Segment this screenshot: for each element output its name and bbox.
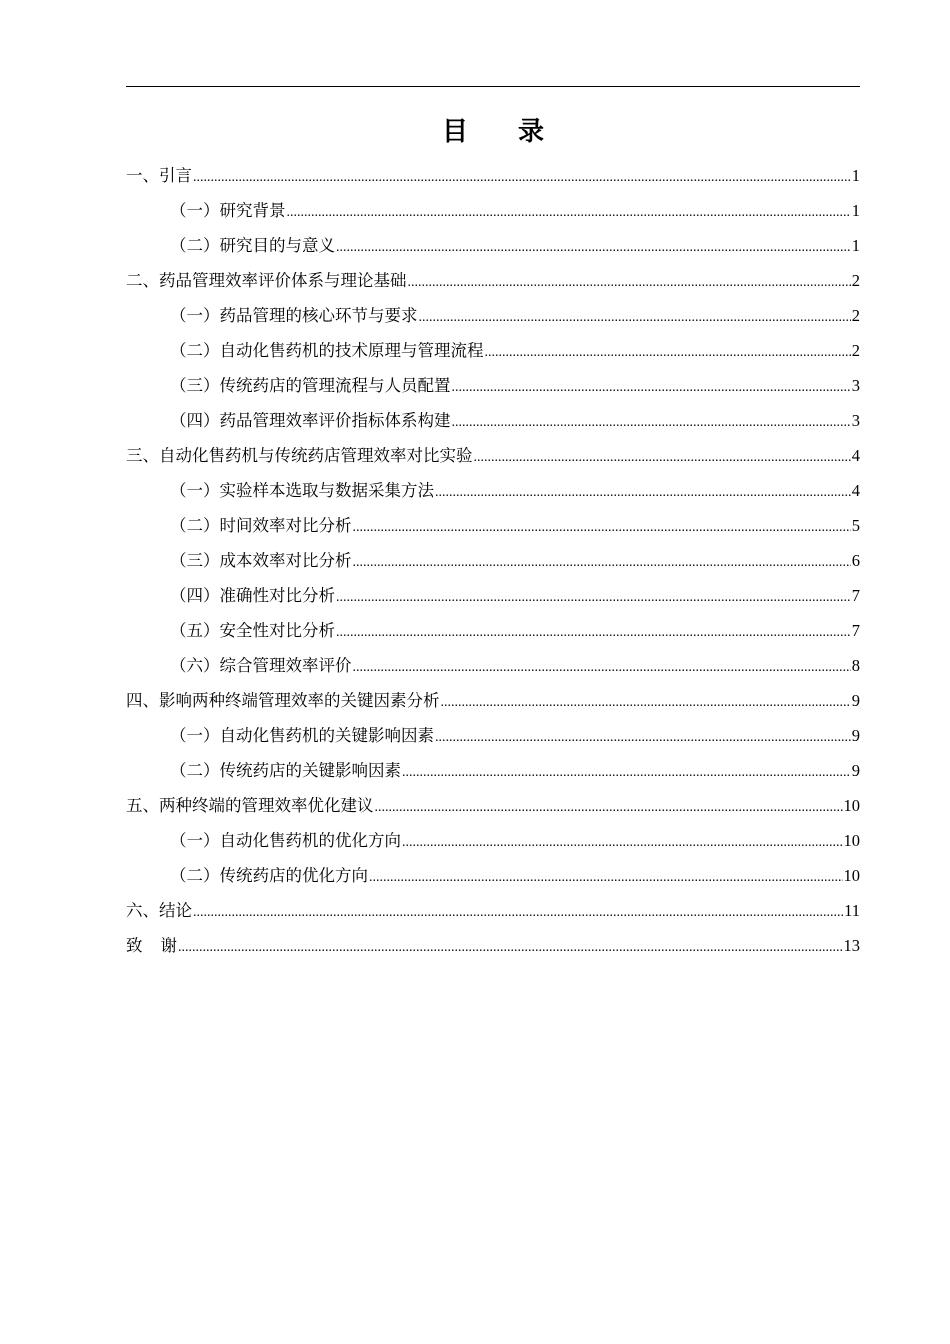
toc-page-number: 13 [843,936,860,955]
toc-dot-leader [178,930,843,965]
toc-dot-leader [452,370,851,405]
toc-dot-leader [193,160,851,195]
toc-page-number: 7 [851,621,860,640]
toc-entry-label: （一）实验样本选取与数据采集方法 [170,481,434,500]
toc-dot-leader [336,580,851,615]
toc-dot-leader [353,545,851,580]
acknowledgement-char-1: 致 [126,936,143,955]
toc-page-number: 2 [851,341,860,360]
toc-entry-label: （二）传统药店的关键影响因素 [170,761,401,780]
toc-entry-section[interactable] [126,368,860,403]
acknowledgement-char-2: 谢 [160,936,177,955]
toc-entry-label: （二）自动化售药机的技术原理与管理流程 [170,341,484,360]
toc-entry-section[interactable] [126,473,860,508]
toc-entry-section[interactable] [126,718,860,753]
toc-page-number: 1 [851,166,860,185]
toc-entry-section[interactable] [126,298,860,333]
toc-dot-leader [485,335,851,370]
toc-entry-label: （一）自动化售药机的关键影响因素 [170,726,434,745]
toc-entry-chapter[interactable] [126,788,860,823]
toc-page-number: 1 [851,236,860,255]
toc-dot-leader [474,440,851,475]
toc-page-number: 11 [844,901,860,920]
toc-title-char-2: 录 [518,117,545,147]
toc-dot-leader [369,860,843,895]
toc-page-number: 6 [851,551,860,570]
toc-entry-chapter[interactable] [126,893,860,928]
toc-entry-section[interactable] [126,578,860,613]
toc-entry-label: （六）综合管理效率评价 [170,656,352,675]
toc-page-number: 5 [851,516,860,535]
toc-dot-leader [336,615,851,650]
toc-entry-label [126,928,177,963]
toc-entry-label: （三）传统药店的管理流程与人员配置 [170,376,451,395]
toc-title-char-1: 目 [441,117,468,147]
toc-entry-chapter[interactable] [126,263,860,298]
toc-entry-section[interactable] [126,543,860,578]
toc-dot-leader [402,825,843,860]
toc-entry-section[interactable] [126,508,860,543]
toc-entry-section[interactable] [126,333,860,368]
toc-dot-leader [452,405,851,440]
toc-entry-label: （一）研究背景 [170,201,286,220]
toc-page-number: 1 [851,201,860,220]
toc-page-number: 8 [851,656,860,675]
toc-entry-section[interactable] [126,228,860,263]
toc-page-number: 4 [851,446,860,465]
toc-entry-label: （四）准确性对比分析 [170,586,335,605]
toc-entry-label: 二、药品管理效率评价体系与理论基础 [126,271,407,290]
toc-entry-section[interactable] [126,823,860,858]
toc-entry-label: 三、自动化售药机与传统药店管理效率对比实验 [126,446,473,465]
toc-dot-leader [435,475,851,510]
toc-page-number: 4 [851,481,860,500]
toc-entry-chapter[interactable] [126,438,860,473]
toc-dot-leader [408,265,851,300]
toc-entry-label: （二）研究目的与意义 [170,236,335,255]
toc-entry-label: （五）安全性对比分析 [170,621,335,640]
toc-entry-label: （二）时间效率对比分析 [170,516,352,535]
toc-entry-chapter[interactable] [126,158,860,193]
header-rule [126,86,860,87]
toc-entry-chapter[interactable] [126,683,860,718]
toc-page-number: 3 [851,376,860,395]
toc-dot-leader [193,895,843,930]
toc-entry-label: 四、影响两种终端管理效率的关键因素分析 [126,691,440,710]
toc-entry-section[interactable] [126,613,860,648]
toc-page-number: 10 [843,831,860,850]
toc-page-number: 2 [851,271,860,290]
toc-dot-leader [353,650,851,685]
toc-dot-leader [375,790,843,825]
toc-entry-acknowledgement[interactable] [126,928,860,963]
toc-title [126,112,860,152]
toc-page-number: 9 [851,761,860,780]
toc-entry-label: （一）药品管理的核心环节与要求 [170,306,418,325]
toc-dot-leader [287,195,851,230]
toc-entry-label: （一）自动化售药机的优化方向 [170,831,401,850]
toc-list [126,158,860,963]
toc-dot-leader [435,720,851,755]
toc-dot-leader [353,510,851,545]
toc-page-number: 9 [851,726,860,745]
toc-page-number: 3 [851,411,860,430]
toc-entry-label: 六、结论 [126,901,192,920]
toc-page-number: 10 [843,866,860,885]
toc-page-number: 9 [851,691,860,710]
toc-entry-label: （三）成本效率对比分析 [170,551,352,570]
toc-entry-section[interactable] [126,753,860,788]
toc-entry-section[interactable] [126,858,860,893]
toc-entry-label: （四）药品管理效率评价指标体系构建 [170,411,451,430]
toc-entry-label: 一、引言 [126,166,192,185]
toc-dot-leader [402,755,851,790]
toc-dot-leader [336,230,851,265]
toc-entry-section[interactable] [126,648,860,683]
toc-dot-leader [441,685,851,720]
toc-entry-label: 五、两种终端的管理效率优化建议 [126,796,374,815]
toc-page-number: 7 [851,586,860,605]
toc-entry-section[interactable] [126,403,860,438]
toc-entry-section[interactable] [126,193,860,228]
toc-entry-label: （二）传统药店的优化方向 [170,866,368,885]
toc-dot-leader [419,300,851,335]
toc-page-number: 2 [851,306,860,325]
toc-page-number: 10 [843,796,860,815]
